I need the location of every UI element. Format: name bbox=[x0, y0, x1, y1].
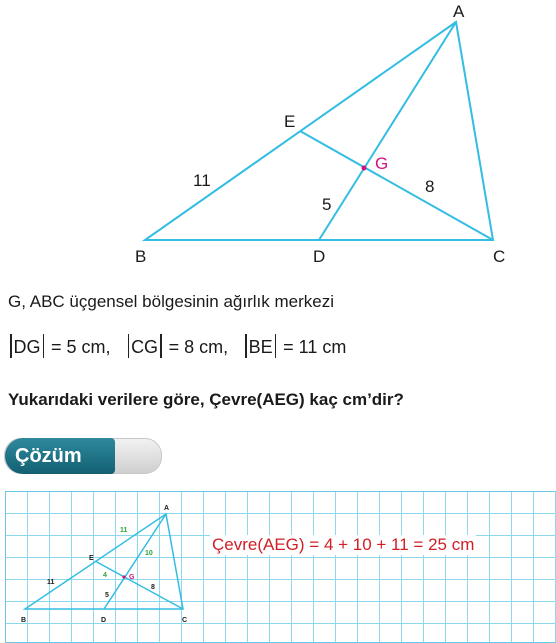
abs-bar bbox=[275, 334, 277, 358]
cg-name: CG bbox=[131, 337, 159, 357]
solution-tag: Çözüm bbox=[5, 438, 115, 474]
solution-header bbox=[4, 438, 162, 474]
mini-d-label: D bbox=[101, 617, 107, 624]
solution-mini-figure bbox=[5, 491, 205, 638]
dg-value: = 5 cm, bbox=[51, 337, 111, 357]
problem-statement: G, ABC üçgensel bölgesinin ağırlık merkezi bbox=[8, 292, 334, 311]
mini-be-length: 11 bbox=[47, 579, 55, 586]
mini-ag-length: 10 bbox=[145, 550, 153, 557]
abs-bar bbox=[160, 334, 162, 358]
mini-g-label: G bbox=[129, 574, 135, 581]
mini-ae-length: 11 bbox=[120, 527, 128, 534]
abs-bar bbox=[245, 334, 247, 358]
mini-e-label: E bbox=[89, 555, 94, 562]
mini-c-label: C bbox=[182, 617, 188, 624]
mini-cg-length: 8 bbox=[151, 584, 155, 591]
question-text: Yukarıdaki verilere göre, Çevre(AEG) kaç cm’dir? bbox=[8, 390, 404, 409]
mini-b-label: B bbox=[21, 617, 27, 624]
dg-name: DG bbox=[13, 337, 41, 357]
triangle-figure bbox=[0, 0, 556, 280]
be-value: = 11 cm bbox=[283, 337, 347, 357]
length-be-label: 11 bbox=[193, 171, 211, 190]
mini-centroid-dot bbox=[122, 575, 125, 578]
vertex-b-label: B bbox=[135, 247, 147, 266]
mini-a-label: A bbox=[164, 505, 170, 512]
triangle-abc bbox=[145, 22, 493, 240]
vertex-c-label: C bbox=[493, 247, 506, 266]
length-cg-label: 8 bbox=[425, 177, 435, 196]
be-name: BE bbox=[248, 337, 273, 357]
abs-bar bbox=[10, 334, 12, 358]
centroid-dot bbox=[362, 166, 367, 171]
point-g-label: G bbox=[375, 154, 389, 173]
abs-bar bbox=[43, 334, 45, 358]
mini-triangle bbox=[25, 514, 183, 609]
length-dg-label: 5 bbox=[322, 195, 332, 214]
given-lengths bbox=[8, 334, 346, 358]
mini-eg-length: 4 bbox=[103, 572, 107, 579]
abs-bar bbox=[128, 334, 130, 358]
mini-dg-length: 5 bbox=[105, 592, 109, 599]
solution-answer: Çevre(AEG) = 4 + 10 + 11 = 25 cm bbox=[212, 535, 475, 554]
vertex-a-label: A bbox=[453, 2, 465, 21]
point-e-label: E bbox=[284, 112, 296, 131]
cg-value: = 8 cm, bbox=[168, 337, 229, 357]
point-d-label: D bbox=[313, 247, 326, 266]
